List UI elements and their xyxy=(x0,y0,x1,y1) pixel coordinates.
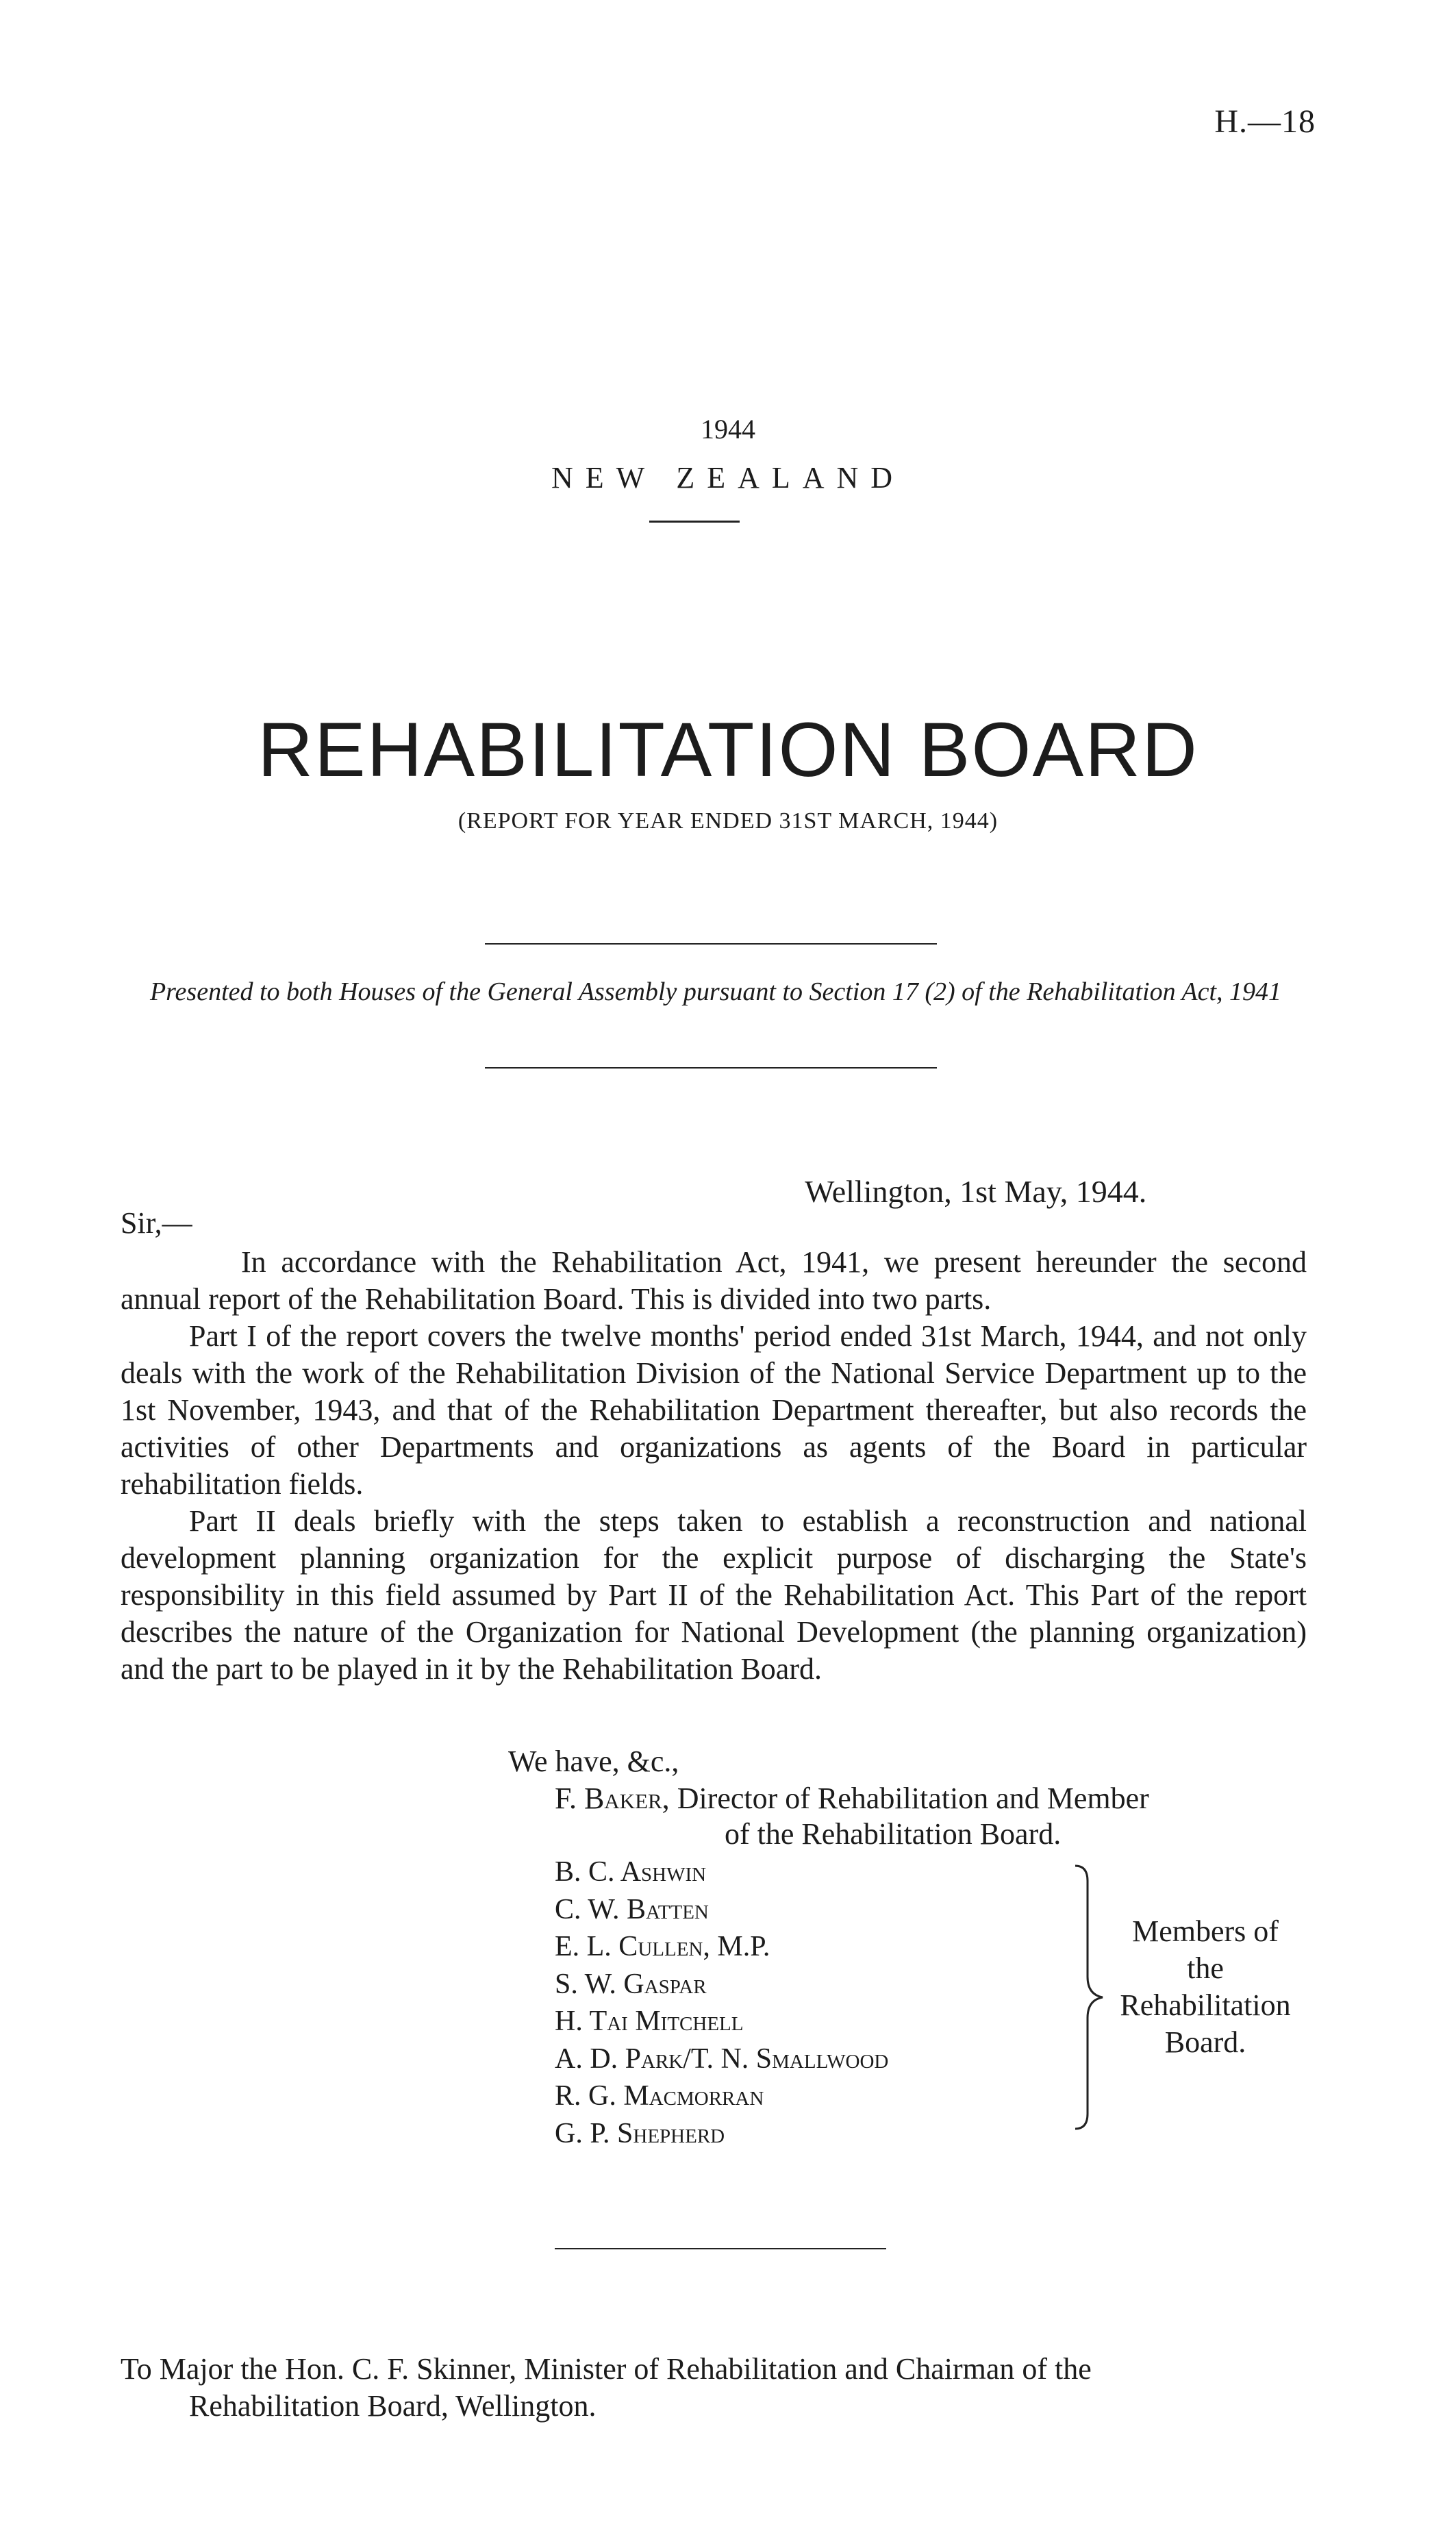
letter-salutation: Sir,— xyxy=(121,1206,192,1240)
document-number: H.—18 xyxy=(1214,103,1316,140)
members-caption xyxy=(1096,1913,1315,2061)
letter-closing: We have, &c., xyxy=(508,1745,679,1778)
board-members-list xyxy=(555,1853,888,2152)
paragraph-intro: In accordance with the Rehabilitation Act, 1941, we present hereunder the second annual report of the Rehabilitation Board. This is divided into two parts. xyxy=(121,1245,1307,1316)
member-name: E. L. Cullen, M.P. xyxy=(555,1931,770,1962)
member-name: S. W. Gaspar xyxy=(555,1968,707,2000)
member-name: A. D. Park/T. N. Smallwood xyxy=(555,2043,889,2075)
divider-short xyxy=(649,521,740,523)
divider-bottom xyxy=(485,1067,937,1069)
member-name: B. C. Ashwin xyxy=(555,1856,707,1888)
signatory-role-continued: of the Rehabilitation Board. xyxy=(725,1817,1062,1851)
members-caption-line: Members of xyxy=(1132,1914,1279,1948)
report-year: 1944 xyxy=(701,414,755,445)
signatory-block xyxy=(555,1781,1149,1852)
presentation-note: Presented to both Houses of the General Assembly pursuant to Section 17 (2) of the Rehabilitation Act, 1941 xyxy=(149,977,1282,1006)
addressee xyxy=(121,2351,1312,2425)
letter-body xyxy=(121,1244,1307,1688)
page-title: REHABILITATION BOARD xyxy=(258,707,1198,792)
member-name: G. P. Shepherd xyxy=(555,2117,725,2149)
member-name: C. W. Batten xyxy=(555,1893,709,1925)
letter-dateline: Wellington, 1st May, 1944. xyxy=(805,1174,1147,1209)
members-caption-line: Rehabilitation xyxy=(1120,1988,1291,2022)
member-name: R. G. Macmorran xyxy=(555,2080,764,2112)
members-caption-line: the xyxy=(1187,1951,1224,1985)
member-name: H. Tai Mitchell xyxy=(555,2006,744,2037)
divider-top xyxy=(485,943,937,945)
addressee-line-continued: Rehabilitation Board, Wellington. xyxy=(189,2389,597,2423)
country-heading: NEW ZEALAND xyxy=(551,461,905,495)
paragraph-part-one: Part I of the report covers the twelve months' period ended 31st March, 1944, and not only deals with the work of the Rehabilitation Division of the National Service Department up to the 1st November, 1943, and that of the Rehabilitation Department thereafter, but also records the activities of other Departments and organizations as agents of the Board in particular rehabilitation fields. xyxy=(121,1319,1307,1501)
report-subtitle: (REPORT FOR YEAR ENDED 31ST MARCH, 1944) xyxy=(457,808,999,834)
signatory-role: Director of Rehabilitation and Member xyxy=(677,1782,1149,1815)
signatory-name: F. Baker, xyxy=(555,1782,670,1815)
divider-closing xyxy=(555,2248,886,2249)
paragraph-part-two: Part II deals briefly with the steps taken to establish a reconstruction and national development planning organization for the explicit purpose of discharging the State's responsibility in this field assumed by Part II of the Rehabilitation Act. This Part of the report describes the nature of the Organization for National Development (the planning organization) and the part to be played in it by the Rehabilitation Board. xyxy=(121,1504,1307,1686)
addressee-line: To Major the Hon. C. F. Skinner, Minister of Rehabilitation and Chairman of the xyxy=(121,2352,1092,2386)
members-caption-line: Board. xyxy=(1164,2025,1246,2059)
